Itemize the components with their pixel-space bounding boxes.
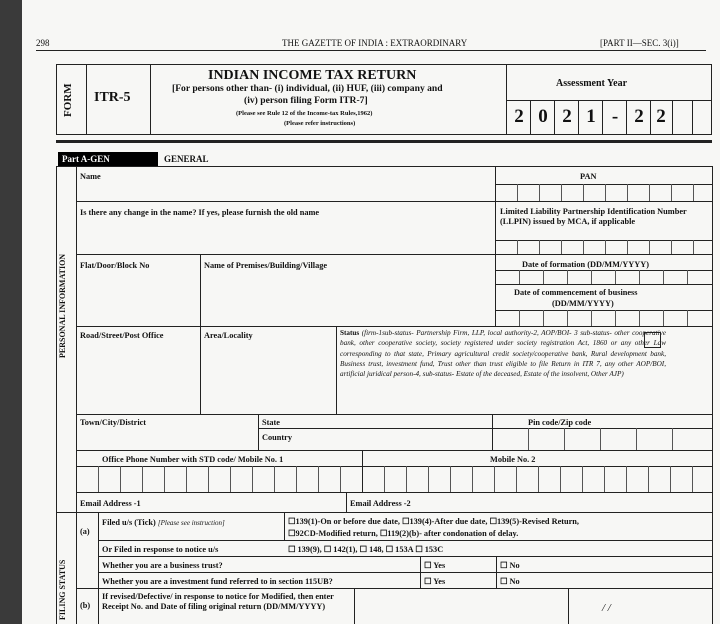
business-trust-no[interactable]: ☐ No	[500, 561, 520, 570]
formation-date-label: Date of formation (DD/MM/YYYY)	[522, 260, 649, 269]
form-rule-note: (Please see Rule 12 of the Income-tax Rules,1962)	[236, 110, 373, 117]
flat-label: Flat/Door/Block No	[80, 261, 150, 270]
gazette-title: THE GAZETTE OF INDIA : EXTRAORDINARY	[282, 38, 468, 48]
ay-digit-5: 2	[634, 106, 644, 127]
gazette-part: [PART II—SEC. 3(i)]	[600, 38, 679, 48]
form-title: INDIAN INCOME TAX RETURN	[208, 68, 417, 83]
form-label: FORM	[62, 83, 74, 117]
mobile2-label: Mobile No. 2	[490, 455, 536, 464]
ay-digit-6: 2	[656, 106, 666, 127]
status-code-box[interactable]	[644, 332, 661, 348]
row-a-marker: (a)	[80, 527, 90, 536]
filed-us-options-line2[interactable]: ☐92CD-Modified return, ☐119(2)(b)- after condonation of delay.	[288, 529, 519, 538]
name-label: Name	[80, 172, 101, 181]
part-a-gen-badge: Part A-GEN	[58, 152, 158, 166]
status-description: Status (firm-1sub-status- Partnership Firm, LLP, local authority-2, AOP/BOI- 3 sub-status- other cooperative bank, other cooperative society, society registered under society registration Act, 1860 or any other Law corresponding to that state, Primary agricultural credit society/cooperative bank, Rural development bank, Business trust, investment fund, Trust other than trust eligible to file Return in ITR 7, any other AOP/BOI, artificial juridical person-4, sub-status- Estate of the deceased, Estate of the insolvent, Other AJP)	[340, 329, 666, 379]
premises-label: Name of Premises/Building/Village	[204, 261, 328, 270]
investment-fund-yes[interactable]: ☐ Yes	[424, 577, 446, 586]
road-label: Road/Street/Post Office	[80, 331, 164, 340]
ay-digit-7	[672, 104, 692, 130]
header-rule	[36, 50, 706, 51]
personal-info-vertical-label: PERSONAL INFORMATION	[58, 253, 67, 358]
area-label: Area/Locality	[204, 331, 253, 340]
revised-date-separators: / /	[602, 602, 611, 614]
llpin-label: Limited Liability Partnership Identification Number (LLPIN) issued by MCA, if applicable	[500, 207, 687, 227]
ay-digit-1: 2	[514, 106, 524, 127]
ay-digit-2: 0	[538, 106, 548, 127]
pan-label: PAN	[580, 172, 597, 181]
filed-us-label: Filed u/s (Tick) [Please see instruction]	[102, 518, 225, 527]
investment-fund-no[interactable]: ☐ No	[500, 577, 520, 586]
phone-label: Office Phone Number with STD code/ Mobile No. 1	[102, 455, 284, 464]
form-subtitle-2: (iv) person filing Form ITR-7]	[244, 95, 368, 106]
part-title: GENERAL	[164, 154, 209, 164]
filing-status-vertical-label: FILING STATUS	[58, 559, 67, 620]
form-subtitle-1: [For persons other than- (i) individual, (ii) HUF, (iii) company and	[172, 83, 443, 94]
ay-digit-4: 1	[586, 106, 596, 127]
notice-options[interactable]: ☐ 139(9), ☐ 142(1), ☐ 148, ☐ 153A ☐ 153C	[288, 545, 444, 554]
pin-label: Pin code/Zip code	[528, 418, 592, 427]
thick-rule	[56, 140, 712, 143]
email2-label: Email Address -2	[350, 499, 411, 508]
ay-digit-3: 2	[562, 106, 572, 127]
business-trust-label: Whether you are a business trust?	[102, 561, 223, 570]
assessment-year-label: Assessment Year	[556, 78, 628, 89]
email1-label: Email Address -1	[80, 499, 141, 508]
business-trust-yes[interactable]: ☐ Yes	[424, 561, 446, 570]
revised-return-label: If revised/Defective/ in response to notice for Modified, then enter Receipt No. and Date of filing original return (DD/MM/YYYY)	[102, 592, 334, 612]
name-change-label: Is there any change in the name? If yes, please furnish the old name	[80, 208, 320, 217]
filed-us-options-line1[interactable]: ☐139(1)-On or before due date, ☐139(4)-After due date, ☐139(5)-Revised Return,	[288, 517, 579, 526]
state-label: State	[262, 418, 280, 427]
page-number: 298	[36, 38, 50, 48]
notice-label: Or Filed in response to notice u/s	[102, 545, 219, 554]
gazette-page	[22, 0, 720, 624]
ay-digit-dash: -	[611, 106, 619, 127]
town-label: Town/City/District	[80, 418, 147, 427]
form-code: ITR-5	[94, 90, 131, 105]
commencement-date-format: (DD/MM/YYYY)	[552, 299, 614, 308]
row-b-marker: (b)	[80, 601, 91, 610]
form-instructions-note: (Please refer instructions)	[284, 120, 356, 127]
commencement-date-label: Date of commencement of business	[514, 288, 638, 297]
country-label: Country	[262, 433, 292, 442]
investment-fund-label: Whether you are a investment fund referred to in section 115UB?	[102, 577, 333, 586]
